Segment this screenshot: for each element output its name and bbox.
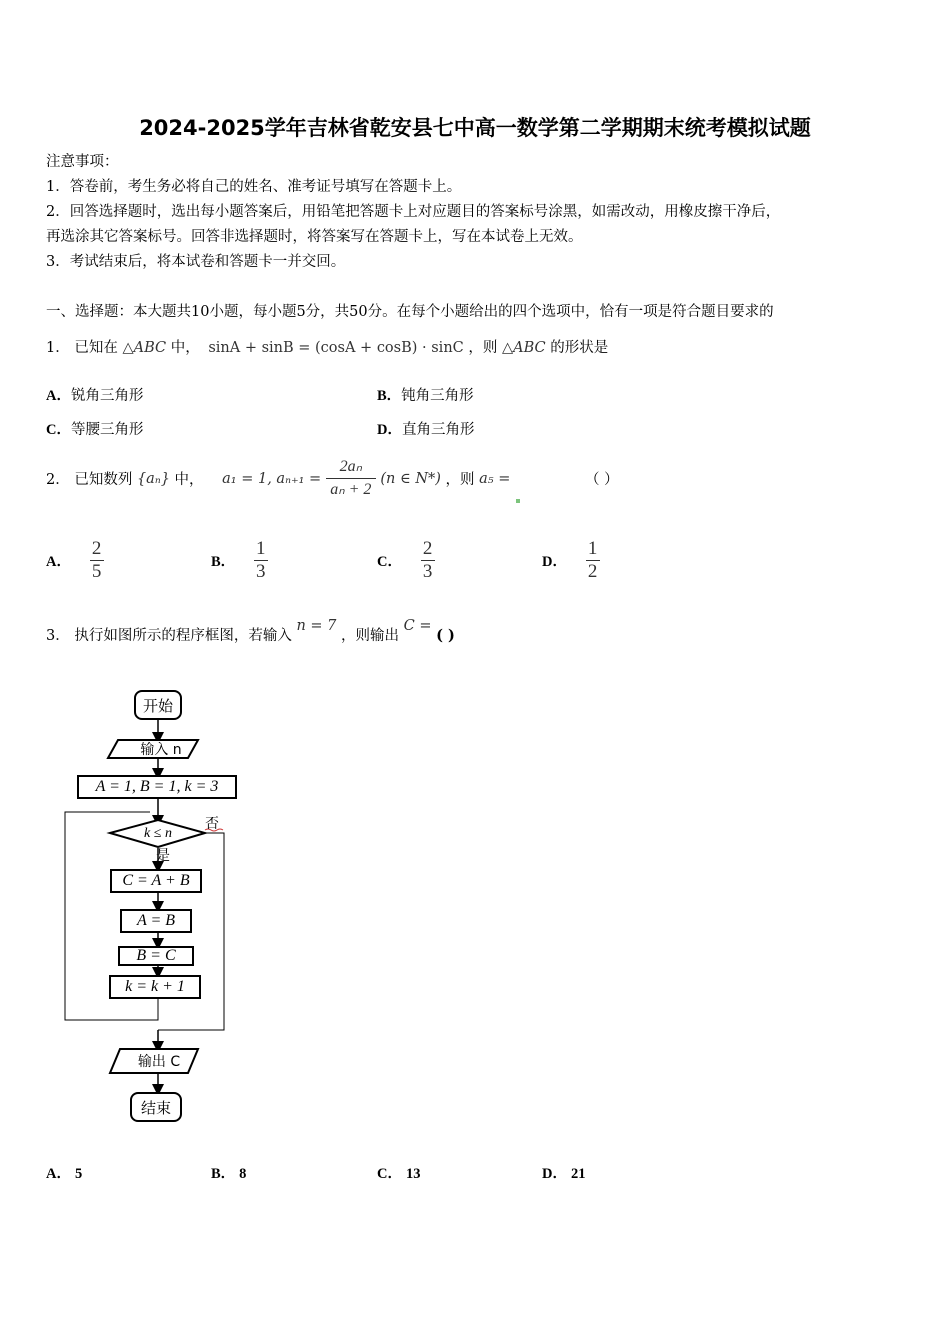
question-text: ，则 (445, 472, 475, 488)
notice-heading: 注意事项： (46, 154, 119, 170)
input-label: 输入 n (140, 742, 182, 758)
question-text: 已知在 (74, 340, 118, 356)
step-c: C = A + B (110, 869, 202, 893)
option-c[interactable]: C． 13 (377, 1166, 421, 1182)
question-text: ，则 (468, 340, 498, 356)
notice-item: 3．考试结束后，将本试卷和答题卡一并交回。 (46, 254, 346, 270)
option-a[interactable]: A．锐角三角形 (46, 388, 144, 404)
start-terminal: 开始 (134, 690, 182, 720)
option-b[interactable]: B． $\frac{1}{3}$ (211, 538, 268, 583)
answer-paren: ( ) (436, 627, 455, 644)
sequence-label: {aₙ} (136, 470, 170, 487)
page-title: 2024-2025学年吉林省乾安县七中高一数学第二学期期末统考模拟试题 (139, 116, 811, 140)
question-number: 1． (46, 340, 70, 356)
option-d[interactable]: D． 21 (542, 1166, 586, 1182)
answer-paren: （ ） (584, 472, 619, 488)
formula: sinA + sinB = (cosA + cosB) · sinC (208, 340, 464, 356)
question-text: 的形状是 (550, 340, 609, 356)
option-b[interactable]: B． 8 (211, 1166, 247, 1182)
option-a[interactable]: A． 5 (46, 1166, 83, 1182)
step-b: B = C (118, 946, 194, 966)
step-k: k = k + 1 (109, 975, 201, 999)
option-b[interactable]: B．钝角三角形 (377, 388, 474, 404)
recurrence-fraction: $\frac{\text{2aₙ}}{\text{aₙ + 2}}$ (326, 456, 376, 501)
output-value: C = (403, 618, 432, 634)
triangle-label: △ABC (501, 340, 546, 356)
question-1 (46, 336, 608, 357)
target-term: a₅ = (479, 470, 511, 487)
question-text: 中， (170, 340, 200, 356)
section-heading: 一、选择题：本大题共10小题，每小题5分，共50分。在每个小题给出的四个选项中，恰有一项是符合题目要求的 (46, 304, 774, 320)
question-2 (46, 456, 619, 501)
notice-item: 2．回答选择题时，选出每小题答案后，用铅笔把答题卡上对应题目的答案标号涂黑，如需改动，用橡皮擦干净后， (46, 204, 781, 220)
marker-dot (516, 499, 520, 503)
question-text: 已知数列 (74, 472, 133, 488)
notice-item: 再选涂其它答案标号。回答非选择题时，将答案写在答题卡上，写在本试卷上无效。 (46, 229, 583, 245)
question-text: ，则输出 (341, 628, 399, 644)
flowchart (60, 685, 260, 1125)
option-c[interactable]: C． $\frac{2}{3}$ (377, 538, 435, 583)
input-value: n = 7 (296, 618, 337, 634)
given-value: a₁ = 1, aₙ₊₁ = (222, 470, 322, 487)
option-a[interactable]: A． $\frac{2}{5}$ (46, 538, 104, 583)
triangle-label: △ABC (122, 340, 167, 356)
notice-item: 1．答卷前，考生务必将自己的姓名、准考证号填写在答题卡上。 (46, 179, 462, 195)
question-number: 2． (46, 472, 70, 488)
condition-label: k ≤ n (144, 826, 172, 841)
end-terminal: 结束 (130, 1092, 182, 1122)
question-number: 3． (46, 628, 70, 644)
condition: (n ∈ N*) (380, 470, 441, 487)
no-label: 否 (205, 816, 219, 832)
option-d[interactable]: D．直角三角形 (377, 422, 475, 438)
step-a: A = B (120, 909, 192, 933)
option-d[interactable]: D． $\frac{1}{2}$ (542, 538, 600, 583)
option-c[interactable]: C．等腰三角形 (46, 422, 144, 438)
question-3 (46, 618, 455, 645)
question-text: 执行如图所示的程序框图，若输入 (74, 628, 292, 644)
yes-label: 是 (156, 848, 170, 864)
output-label: 输出 C (137, 1054, 181, 1070)
init-box: A = 1, B = 1, k = 3 (77, 775, 237, 799)
question-text: 中， (174, 472, 204, 488)
